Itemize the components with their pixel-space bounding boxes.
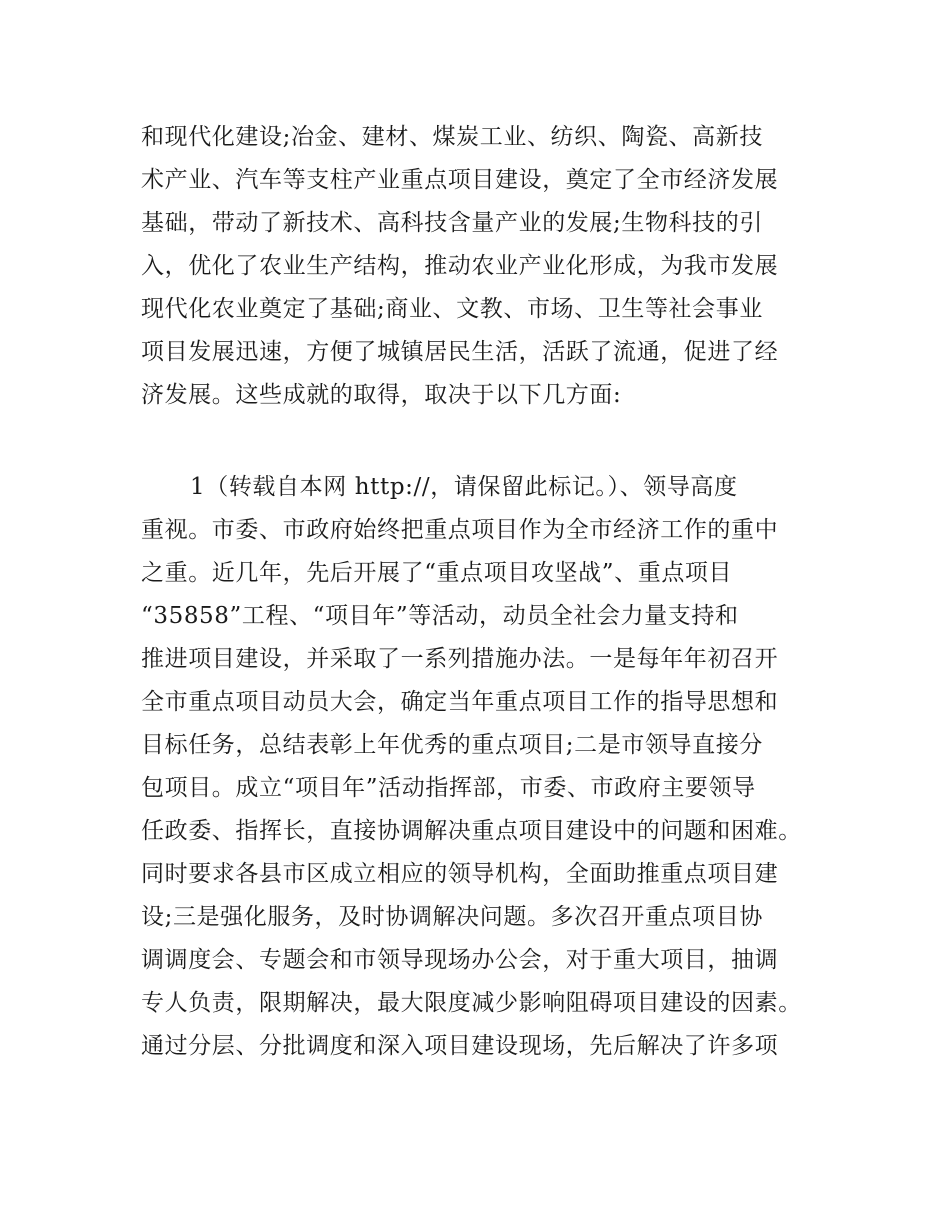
paragraph-line: 调调度会、专题会和市领导现场办公会，对于重大项目，抽调 [141,947,779,973]
paragraph-line: 任政委、指挥长，直接协调解决重点项目建设中的问题和困难。 [141,818,802,844]
paragraph-line: 同时要求各县市区成立相应的领导机构，全面助推重点项目建 [141,861,779,887]
paragraph-line: 术产业、汽车等支柱产业重点项目建设，奠定了全市经济发展 [141,167,779,193]
paragraph-line: 推进项目建设，并采取了一系列措施办法。一是每年年初召开 [141,646,779,672]
paragraph-line: 和现代化建设;冶金、建材、煤炭工业、纺织、陶瓷、高新技 [141,124,763,150]
paragraph-line: 全市重点项目动员大会，确定当年重点项目工作的指导思想和 [141,689,779,715]
paragraph-line: 设;三是强化服务，及时协调解决问题。多次召开重点项目协 [141,904,763,930]
paragraph-line: 项目发展迅速，方便了城镇居民生活，活跃了流通，促进了经 [141,339,779,365]
paragraph-line: 基础，带动了新技术、高科技含量产业的发展;生物科技的引 [141,210,763,236]
paragraph-line: 通过分层、分批调度和深入项目建设现场，先后解决了许多项 [141,1033,779,1059]
paragraph-line: 专人负责，限期解决，最大限度减少影响阻碍项目建设的因素。 [141,990,802,1016]
paragraph-line: 入，优化了农业生产结构，推动农业产业化形成，为我市发展 [141,253,779,279]
paragraph-line: 重视。市委、市政府始终把重点项目作为全市经济工作的重中 [141,517,779,543]
paragraph-line: 现代化农业奠定了基础;商业、文教、市场、卫生等社会事业 [141,296,763,322]
paragraph-line: 目标任务，总结表彰上年优秀的重点项目;二是市领导直接分 [141,732,763,758]
paragraph-line: 之重。近几年，先后开展了“重点项目攻坚战”、重点项目 [141,560,733,586]
paragraph-line: “35858”工程、“项目年”等活动，动员全社会力量支持和 [141,603,739,629]
paragraph-line: 济发展。这些成就的取得，取决于以下几方面: [141,382,622,408]
paragraph-line: 1（转载自本网 http://，请保留此标记。）、领导高度 [190,474,738,500]
paragraph-line: 包项目。成立“项目年”活动指挥部，市委、市政府主要领导 [141,775,756,801]
